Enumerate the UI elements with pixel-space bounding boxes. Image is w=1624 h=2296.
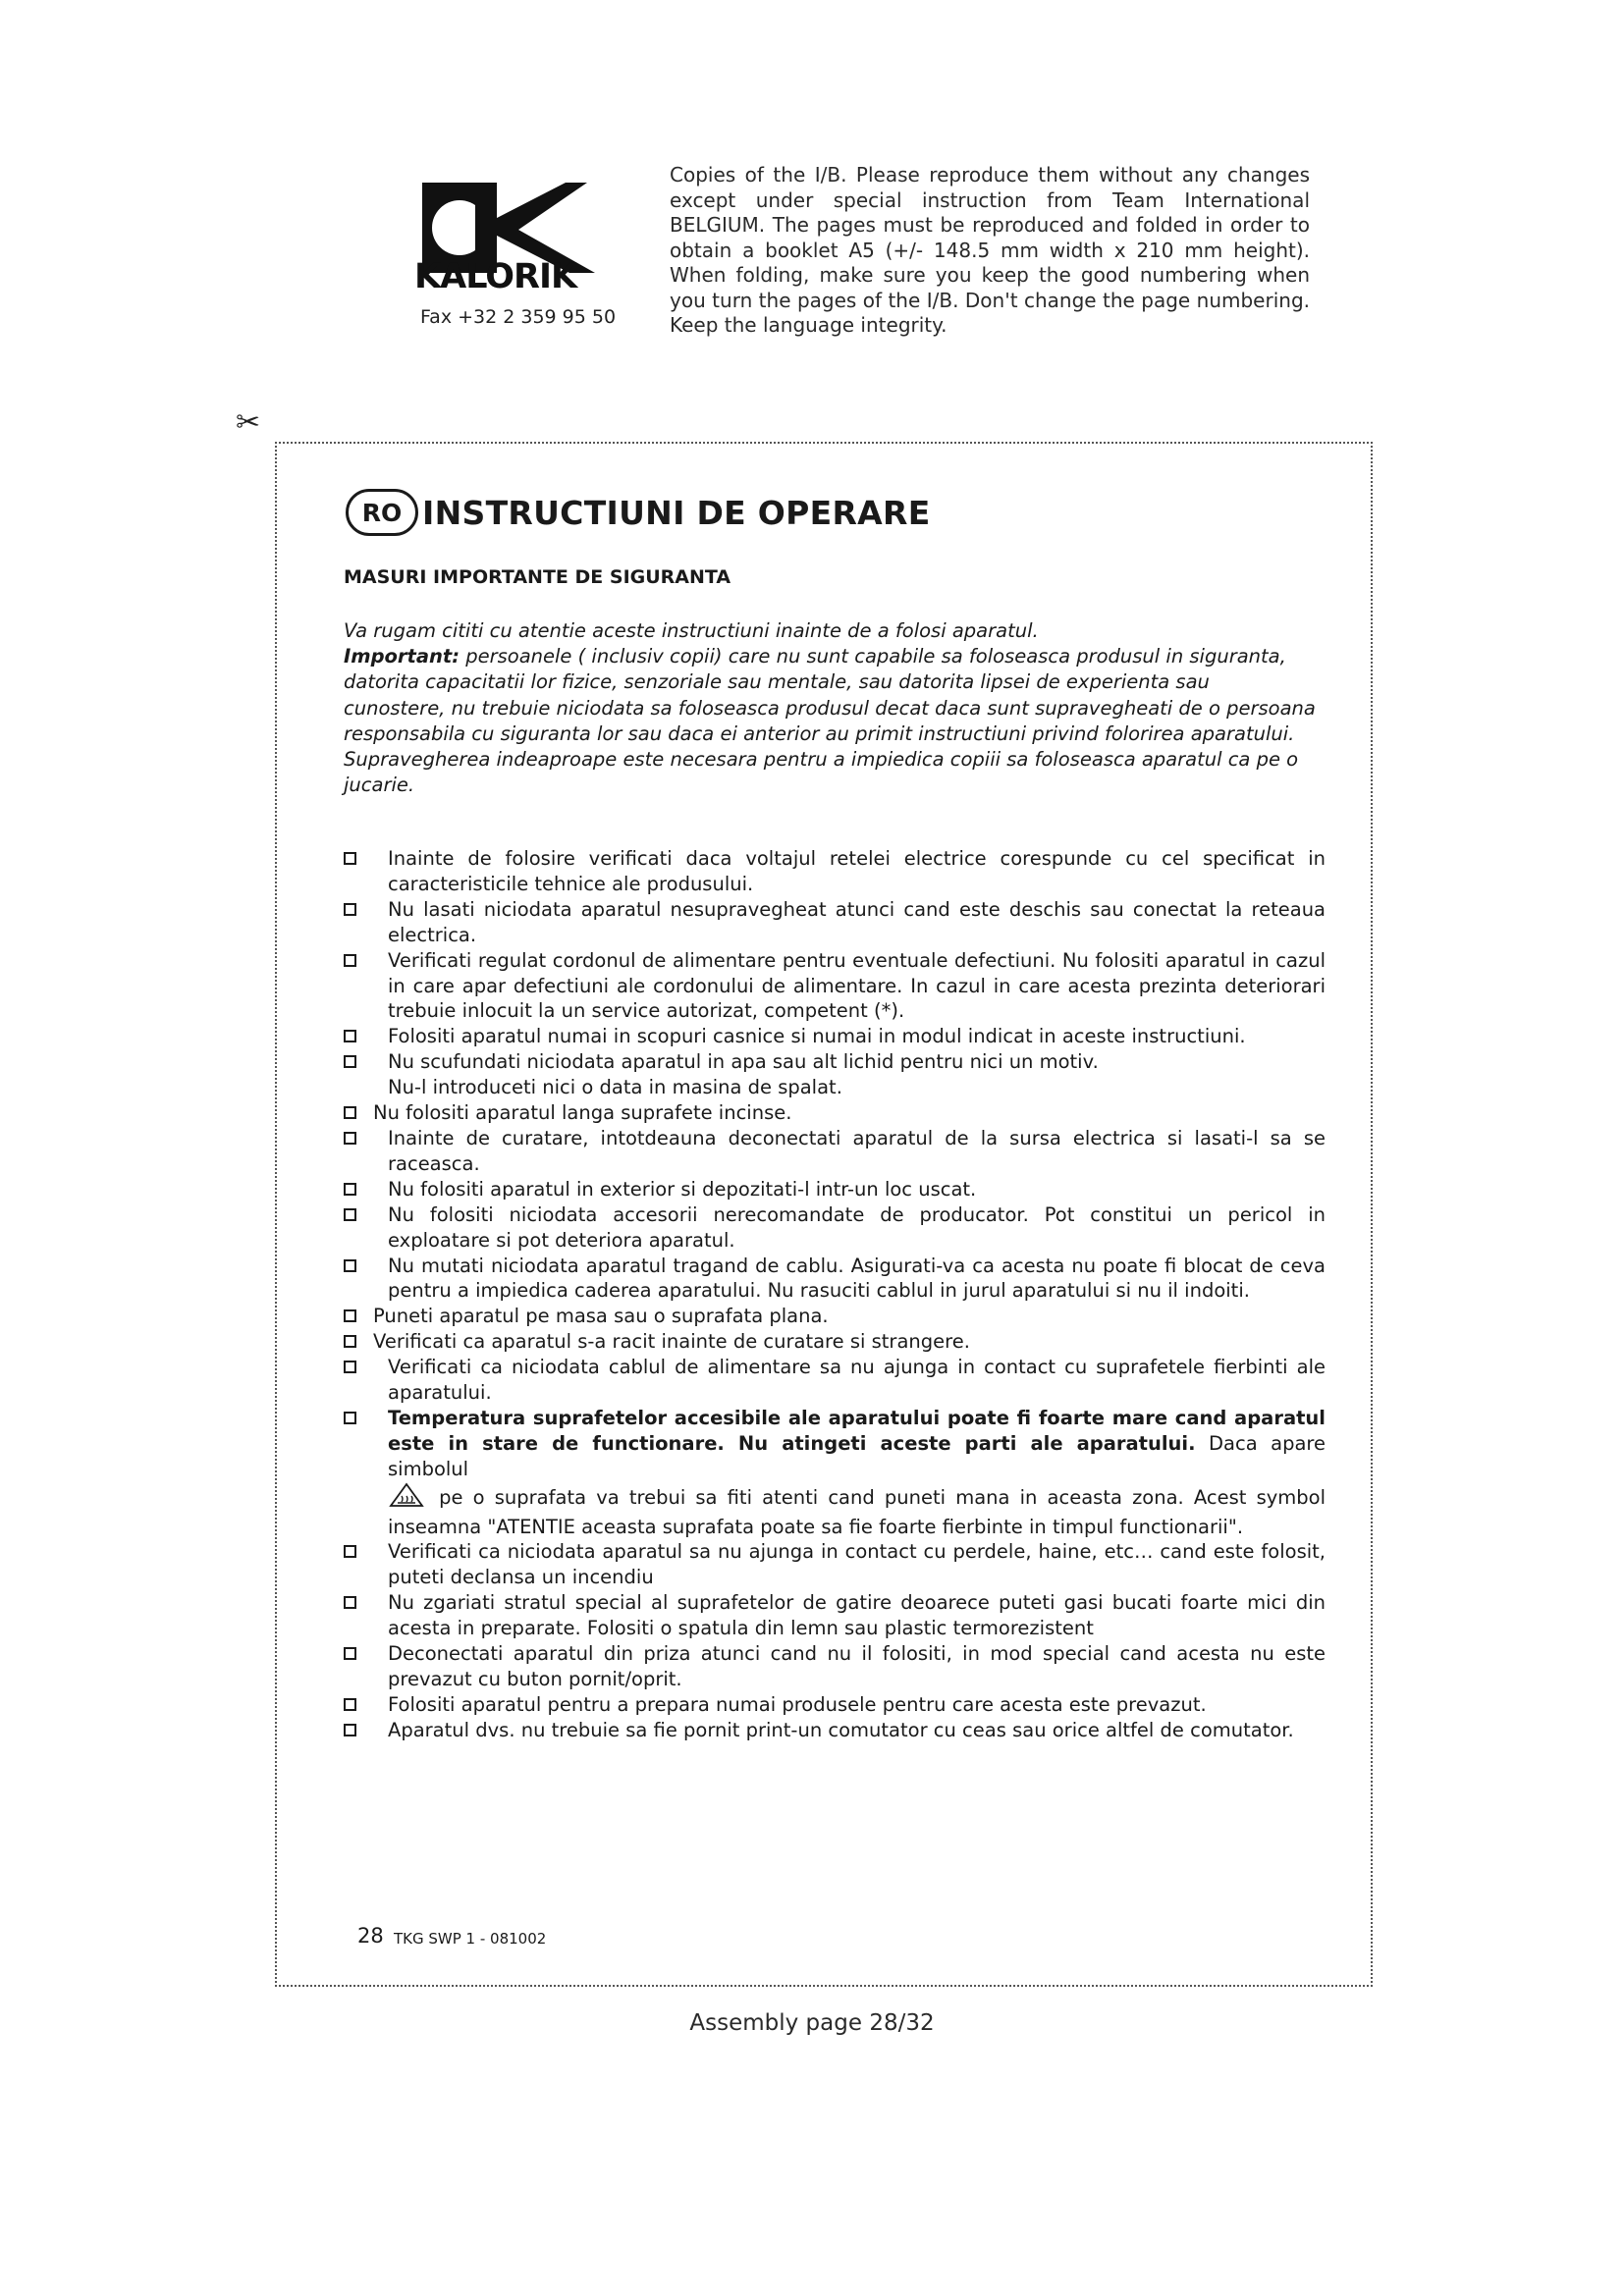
checkbox-bullet-icon — [344, 1106, 356, 1119]
important-paragraph — [344, 644, 1316, 747]
checkbox-bullet-icon — [344, 954, 356, 967]
list-item: Nu scufundati niciodata aparatul in apa sau alt lichid pentru nici un motiv. Nu-l introduceti nici o data in masina de spalat. — [344, 1049, 1326, 1100]
checkbox-bullet-icon — [344, 1030, 356, 1042]
list-item: Inainte de curatare, intotdeauna deconectati aparatul de la sursa electrica si lasati-l sa se raceasca. — [344, 1126, 1326, 1177]
list-item: Aparatul dvs. nu trebuie sa fie pornit print-un comutator cu ceas sau orice altfel de comutator. — [344, 1718, 1326, 1743]
list-item: Nu zgariati stratul special al suprafetelor de gatire deoarece puteti gasi bucati foarte mici din acesta in preparate. Folositi o spatula din lemn sau plastic termorezistent — [344, 1590, 1326, 1641]
checkbox-bullet-icon — [344, 852, 356, 865]
brand-name: KALORIK — [414, 257, 577, 296]
fax-number: Fax +32 2 359 95 50 — [420, 306, 617, 328]
intro-line: Va rugam cititi cu atentie aceste instructiuni inainte de a folosi aparatul. — [344, 619, 1039, 642]
list-item: Puneti aparatul pe masa sau o suprafata plana. — [344, 1304, 1326, 1329]
important-text: persoanele ( inclusiv copii) care nu sunt capabile sa foloseasca produsul in siguranta, datorita capacitatii lor fizice, senzoriale sau mentale, sau datorita lipsei de experienta sau cunostere, nu trebuie niciodata sa foloseasca produsul decat daca sunt supravegheati de o persoana responsabila cu siguranta lor sau daca ei anterior au primit instructiuni privind folorirea aparatului. — [344, 645, 1316, 745]
list-item: Folositi aparatul numai in scopuri casnice si numai in modul indicat in aceste instructiuni. — [344, 1024, 1326, 1049]
list-item: Nu folositi aparatul in exterior si depozitati-l intr-un loc uscat. — [344, 1177, 1326, 1202]
list-item: Inainte de folosire verificati daca voltajul retelei electrice corespunde cu cel specificat in caracteristicile tehnice ale produsului. — [344, 846, 1326, 897]
checkbox-bullet-icon — [344, 1309, 356, 1322]
list-item: Deconectati aparatul din priza atunci cand nu il folositi, in mod special cand acesta nu este prevazut cu buton pornit/oprit. — [344, 1641, 1326, 1692]
checkbox-bullet-icon — [344, 1596, 356, 1609]
checkbox-bullet-icon — [344, 903, 356, 916]
list-item: Verificati ca aparatul s-a racit inainte de curatare si strangere. — [344, 1329, 1326, 1355]
checkbox-bullet-icon — [344, 1132, 356, 1145]
checkbox-bullet-icon — [344, 1724, 356, 1736]
safety-list — [344, 846, 1326, 1743]
kalorik-logo — [403, 183, 628, 298]
list-item: Verificati regulat cordonul de alimentare pentru eventuale defectiuni. Nu folositi aparatul in cazul in care apar defectiuni ale cordonului de alimentare. In cazul in care acesta prezinta deteriorari trebuie inlocuit la un service autorizat, competent (*). — [344, 948, 1326, 1025]
checkbox-bullet-icon — [344, 1647, 356, 1660]
list-item-extra: Nu-l introduceti nici o data in masina de spalat. — [388, 1076, 842, 1099]
scissors-icon: ✂ — [236, 405, 261, 440]
checkbox-bullet-icon — [344, 1183, 356, 1196]
supervision-paragraph: Supravegherea indeaproape este necesara pentru a impiedica copiii sa foloseasca aparatul ca pe o jucarie. — [344, 748, 1299, 797]
warning-item: Temperatura suprafetelor accesibile ale aparatului poate fi foarte mare cand aparatul este in stare de functionare. Nu atingeti aceste parti ale aparatului. Daca apare simbolul pe o suprafata va trebui sa fiti atenti cand puneti mana in aceasta zona. Acest symbol inseamna "ATENTIE aceasta suprafata poate sa fie foarte fierbinte in timpul functionarii". — [344, 1406, 1326, 1540]
intro-block — [344, 618, 1316, 798]
list-item: Nu folositi niciodata accesorii nerecomandate de producator. Pot constitui un pericol in exploatare si pot deteriora aparatul. — [344, 1202, 1326, 1254]
list-item: Nu folositi aparatul langa suprafete incinse. — [344, 1100, 1326, 1126]
list-item: Nu lasati niciodata aparatul nesupravegheat atunci cand este deschis sau conectat la reteaua electrica. — [344, 897, 1326, 948]
document-code: TKG SWP 1 - 081002 — [394, 1930, 547, 1948]
hot-surface-warning-icon — [388, 1482, 425, 1515]
section-heading: MASURI IMPORTANTE DE SIGURANTA — [344, 566, 731, 588]
list-item: Verificati ca niciodata cablul de alimentare sa nu ajunga in contact cu suprafetele fierbinti ale aparatului. — [344, 1355, 1326, 1406]
language-badge: RO — [346, 489, 418, 536]
list-item: Folositi aparatul pentru a prepara numai produsele pentru care acesta este prevazut. — [344, 1692, 1326, 1718]
checkbox-bullet-icon — [344, 1361, 356, 1373]
checkbox-bullet-icon — [344, 1259, 356, 1272]
list-item: Nu mutati niciodata aparatul tragand de cablu. Asigurati-va ca acesta nu poate fi blocat de ceva pentru a impiedica caderea aparatului. Nu rasuciti cablul in jurul aparatului si nu il indoiti. — [344, 1254, 1326, 1305]
checkbox-bullet-icon — [344, 1545, 356, 1558]
page-number: 28 — [357, 1924, 384, 1948]
checkbox-bullet-icon — [344, 1698, 356, 1711]
list-item: Verificati ca niciodata aparatul sa nu ajunga in contact cu perdele, haine, etc… cand este folosit, puteti declansa un incendiu — [344, 1539, 1326, 1590]
important-label: Important: — [344, 645, 460, 668]
title-text: INSTRUCTIUNI DE OPERARE — [422, 493, 931, 532]
checkbox-bullet-icon — [344, 1055, 356, 1068]
checkbox-bullet-icon — [344, 1208, 356, 1221]
page-title — [346, 489, 931, 536]
checkbox-bullet-icon — [344, 1335, 356, 1348]
header-note: Copies of the I/B. Please reproduce them without any changes except under special instruction from Team International BELGIUM. The pages must be reproduced and folded in order to obtain a booklet A5 (+/- 148.5 mm width x 210 mm height). When folding, make sure you keep the good numbering when you turn the pages of the I/B. Don't change the page numbering. Keep the language integrity. — [670, 163, 1310, 337]
assembly-page-label: Assembly page 28/32 — [689, 2010, 935, 2036]
checkbox-bullet-icon — [344, 1412, 356, 1424]
